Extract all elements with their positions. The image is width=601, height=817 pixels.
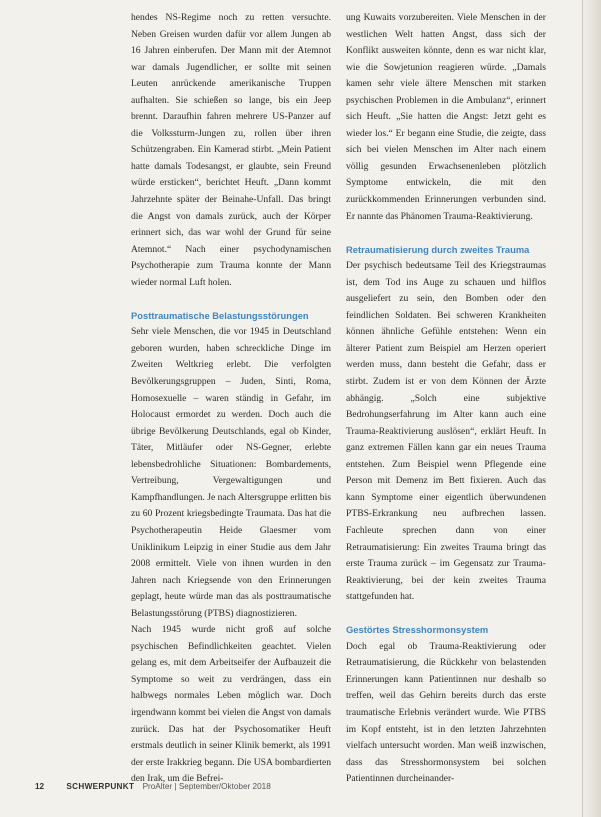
section-label: SCHWERPUNKT xyxy=(66,782,135,791)
magazine-issue: ProAlter | September/Oktober 2018 xyxy=(142,782,271,791)
right-column xyxy=(346,10,546,788)
right-paragraph-1: ung Kuwaits vorzubereiten. Viele Menschen in der westlichen Welt hatten Angst, dass sich der Konflikt ausweiten könnte, denn es war nicht klar, wie die Sowjetunion reagieren würde. „Damals kamen sehr viele ältere Menschen mit starken psychischen Problemen in die Ambulanz“, erinnert sich Heuft. „Sie hatten die Angst: Jetzt geht es wieder los.“ Er begann eine Studie, die zeigte, dass sich bei vielen Menschen im Alter nach einem völlig gesunden Erwachsenenleben plötzlich Symptome entwickeln, die mit den zurückkommenden Erinnerungen verbunden sind. Er nannte das Phänomen Trauma-Reaktivierung. xyxy=(346,12,546,222)
left-paragraph-2: Sehr viele Menschen, die vor 1945 in Deutschland geboren wurden, haben schreckliche Dinge im Zweiten Weltkrieg erlebt. Die verfolgten Bevölkerungsgruppen – Juden, Sinti, Roma, Homosexuelle – waren ständig in Gefahr, im Holocaust ermordet zu werden. Doch auch die übrige Bevölkerung Deutschlands, egal ob Kinder, Täter, Mitläufer oder NS-Gegner, erlebte lebensbedrohliche Situationen: Bombardements, Vertreibung, Vergewaltigungen und Kampfhandlungen. Je nach Altersgruppe erlitten bis zu 60 Prozent kriegsbedingte Traumata. Das hat die Psychotherapeutin Heide Glaesmer vom Uniklinikum Leipzig in einer Studie aus dem Jahr 2008 ermittelt. Viele von ihnen wurden in den Jahren nach Kriegsende von den Erinnerungen geplagt, heute würde man das als posttraumatische Belastungsstörung (PTBS) diagnostizieren. xyxy=(131,326,331,619)
spacer xyxy=(346,606,546,623)
heading-posttraumatische-belastungsstoerungen: Posttraumatische Belastungsstörungen xyxy=(131,309,309,321)
page-footer xyxy=(35,782,555,791)
page-number: 12 xyxy=(35,782,45,791)
page-edge-line xyxy=(582,0,583,817)
heading-retraumatisierung: Retraumatisierung durch zweites Trauma xyxy=(346,243,530,255)
spacer xyxy=(131,291,331,308)
left-paragraph-3: Nach 1945 wurde nicht groß auf solche psychischen Befindlichkeiten geachtet. Vielen gelang es, mit dem Arbeitseifer der Aufbauzeit die Symptome so weit zu verdrängen, dass ein halbwegs normales Leben möglich war. Doch irgendwann kommt bei vielen die Angst von damals zurück. Das hat der Psychosomatiker Heuft erstmals deutlich in seiner Klinik bemerkt, als 1991 der erste Irakkrieg begann. Die USA bombardierten den Irak, um die Befrei- xyxy=(131,624,331,785)
left-column xyxy=(131,10,331,788)
heading-gestoertes-stresshormonsystem: Gestörtes Stresshormonsystem xyxy=(346,624,489,636)
spacer xyxy=(346,225,546,242)
right-paragraph-3: Doch egal ob Trauma-Reaktivierung oder Retraumatisierung, die Rückkehr von belastenden Erinnerungen kann Patientinnen nur deshalb so treffen, weil das Gehirn bereits durch das erste traumatische Erlebnis verändert wurde. Wie PTBS im Kopf entsteht, ist in den letzten Jahrzehnten vielfach untersucht worden. Man weiß inzwischen, dass das Stresshormonsystem bei solchen Patientinnen durcheinander- xyxy=(346,640,546,785)
right-paragraph-2: Der psychisch bedeutsame Teil des Kriegstraumas ist, dem Tod ins Auge zu schauen und hilflos ausgeliefert zu sein, den Bomben oder den feindlichen Soldaten. Bei schweren Krankheiten können ähnliche Gefühle entstehen: Wenn ein älterer Patient zum Beispiel am Herzen operiert werden muss, dann besteht die Gefahr, dass er stirbt. Zudem ist er von dem Können der Ärzte abhängig. „Solch eine subjektive Bedrohungserfahrung im Alter kann auch eine Trauma-Reaktivierung auslösen“, erklärt Heuft. In ganz extremen Fällen kann gar ein neues Trauma entstehen. Zum Beispiel wenn Pflegende eine Person mit Demenz im Bett fixieren. Auch das kann Symptome einer eigentlich überwundenen PTBS-Erkrankung neu aufbrechen lassen. Fachleute sprechen dann von einer Retraumatisierung: Ein zweites Trauma bringt das erste Trauma zurück – im Gegensatz zur Trauma-Reaktivierung, bei der kein zweites Trauma stattgefunden hat. xyxy=(346,260,546,603)
left-paragraph-1: hendes NS-Regime noch zu retten versuchte. Neben Greisen wurden dafür vor allem Jungen ab 16 Jahren einberufen. Der Mann mit der Atemnot war damals Jugendlicher, er sollte mit seinen Leuten anrückende amerikanische Truppen aufhalten. Sie schießen so lange, bis ein Jeep brennt. Daraufhin fahren mehrere US-Panzer auf die Volkssturm-Jungen zu, rollen über ihren Schützengraben. Ein Kamerad stirbt. „Mein Patient hatte damals Todesangst, er glaubte, sein Freund würde ersticken“, berichtet Heuft. „Dann kommt Jahrzehnte später der Beinahe-Unfall. Das bringt die Angst von damals zurück, auch der Körper erinnert sich, das war wohl der Grund für seine Atemnot.“ Nach einer psychodynamischen Psychotherapie zum Trauma konnte der Mann wieder normal Luft holen. xyxy=(131,12,331,288)
